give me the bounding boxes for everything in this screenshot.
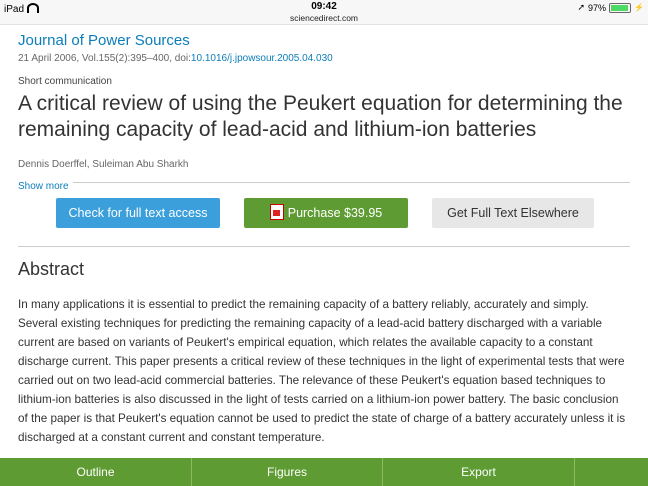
- author-list[interactable]: Dennis Doerffel, Suleiman Abu Sharkh: [18, 159, 189, 170]
- outline-tab[interactable]: Outline: [0, 458, 192, 486]
- check-access-button[interactable]: Check for full text access: [56, 198, 220, 228]
- purchase-label: Purchase $39.95: [287, 206, 383, 220]
- show-more-link[interactable]: Show more: [18, 181, 73, 192]
- status-right: [577, 2, 644, 13]
- bottom-nav-bar: [0, 458, 648, 486]
- location-icon: ➚: [577, 2, 586, 12]
- more-tab[interactable]: [575, 458, 648, 486]
- battery-icon: [609, 3, 631, 13]
- article-page: [18, 24, 630, 447]
- abstract-text: In many applications it is essential to predict the remaining capacity of a battery reliably, accurately and simply. Several existing techniques for predicting the remaining capacity of a lead-acid battery discharged with a variable current are based on variants of Peukert's empirical equation, which relates the available capacity to a constant discharge current. This paper presents a critical review of these techniques in the light of experimental tests that were carried out on two lead-acid commercial batteries. The relevance of these Peukert's equation based techniques to lithium-ion batteries is also discussed in the light of tests carried on a lithium-ion power battery. The basic conclusion of the paper is that Peukert's equation cannot be used to predict the state of charge of a battery accurately unless it is discharged at a constant current and constant temperature.: [18, 297, 626, 444]
- divider: [18, 182, 630, 183]
- journal-link[interactable]: Journal of Power Sources: [18, 32, 190, 49]
- battery-percentage: 97%: [588, 2, 607, 13]
- citation-text: 21 April 2006, Vol.155(2):395–400, doi:: [18, 53, 191, 64]
- ios-status-bar: [0, 0, 648, 25]
- article-title: A critical review of using the Peukert equation for determining the remaining capacity of lead-acid and lithium-ion batteries: [18, 92, 623, 141]
- show-more-row: [18, 176, 630, 192]
- clock: 09:42: [311, 1, 337, 12]
- battery-level: [611, 5, 628, 11]
- article-type: Short communication: [18, 76, 112, 87]
- section-divider: [18, 246, 630, 247]
- address-bar[interactable]: sciencedirect.com: [289, 13, 359, 23]
- abstract-heading: Abstract: [18, 259, 85, 279]
- doi-link[interactable]: 10.1016/j.jpowsour.2005.04.030: [190, 53, 333, 64]
- purchase-button[interactable]: [244, 198, 408, 228]
- full-text-elsewhere-button[interactable]: Get Full Text Elsewhere: [432, 198, 594, 228]
- export-tab[interactable]: Export: [383, 458, 575, 486]
- access-buttons: [18, 198, 630, 230]
- citation-line: [18, 53, 630, 64]
- pdf-icon: [270, 204, 284, 220]
- figures-tab[interactable]: Figures: [192, 458, 383, 486]
- charging-icon: ⚡: [634, 3, 644, 12]
- device-name: iPad: [4, 4, 25, 15]
